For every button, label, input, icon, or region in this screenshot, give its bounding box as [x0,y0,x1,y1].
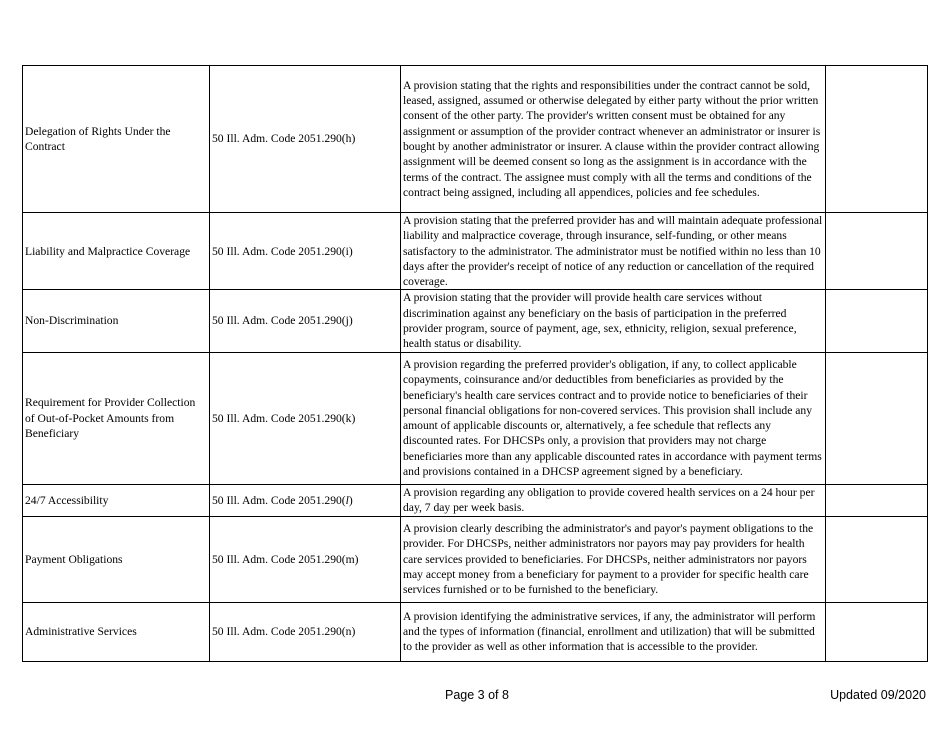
citation-cell: 50 Ill. Adm. Code 2051.290(i) [210,213,401,290]
table-row [23,602,928,661]
table-row [23,66,928,213]
description-cell: A provision regarding any obligation to provide covered health services on a 24 hour per day, 7 day per week basis. [401,484,826,516]
table-row [23,352,928,484]
table-row [23,484,928,516]
description-cell: A provision stating that the provider will provide health care services without discrimination against any beneficiary on the basis of participation in the preferred provider program, source of payment, age, sex, ethnicity, religion, sexual preference, health status or disability. [401,290,826,352]
table-row [23,516,928,602]
citation-cell: 50 Ill. Adm. Code 2051.290(n) [210,602,401,661]
notes-cell [826,66,928,213]
topic-cell: Delegation of Rights Under the Contract [23,66,210,213]
citation-cell: 50 Ill. Adm. Code 2051.290(h) [210,66,401,213]
topic-cell: Liability and Malpractice Coverage [23,213,210,290]
notes-cell [826,516,928,602]
description-cell: A provision clearly describing the administrator's and payor's payment obligations to the provider. For DHCSPs, neither administrators nor payors may pay providers for health care services provided to beneficiaries. For DHCSPs, neither administrators nor payors may accept money from a beneficiary for payment to a provider for specific health care services furnished or to be furnished to the beneficiary. [401,516,826,602]
topic-cell: Payment Obligations [23,516,210,602]
topic-cell: Requirement for Provider Collection of Out-of-Pocket Amounts from Beneficiary [23,352,210,484]
citation-italic: l [345,493,349,507]
description-cell: A provision stating that the preferred provider has and will maintain adequate professional liability and malpractice coverage, through insurance, self-funding, or other means satisfactory to the administrator. The administrator must be notified within no less than 10 days after the provider's receipt of notice of any reduction or cancellation of the required coverage. [401,213,826,290]
notes-cell [826,290,928,352]
description-cell: A provision regarding the preferred provider's obligation, if any, to collect applicable copayments, coinsurance and/or deductibles from beneficiaries as provided by the beneficiary's health care services contract and to provide notice to beneficiaries of their personal financial obligations for non-covered services. This provision shall include any amount of applicable discounts or, alternatively, a fee schedule that reflects any discounted rates. For DHCSPs only, a provision that providers may not charge beneficiaries more than any applicable discounted rates in accordance with payment terms and provisions contained in a DHCSP agreement signed by a beneficiary. [401,352,826,484]
table-row [23,290,928,352]
notes-cell [826,213,928,290]
citation-prefix: 50 Ill. Adm. Code 2051.290( [212,493,346,507]
page-number: Page 3 of 8 [445,688,509,702]
citation-cell: 50 Ill. Adm. Code 2051.290(m) [210,516,401,602]
citation-cell: 50 Ill. Adm. Code 2051.290(j) [210,290,401,352]
notes-cell [826,484,928,516]
topic-cell: Administrative Services [23,602,210,661]
citation-cell: 50 Ill. Adm. Code 2051.290(k) [210,352,401,484]
citation-cell [210,484,401,516]
description-cell: A provision stating that the rights and responsibilities under the contract cannot be sold, leased, assigned, assumed or otherwise delegated by either party without the prior written consent of the other party. The provider's written consent must be obtained for any assignment or assumption of the provider contract whenever an administrator or insurer is bought by another administrator or insurer. A clause within the provider contract allowing assignment will be deemed consent so long as the assignment is in accordance with the terms of the contract. The assignee must comply with all the terms and conditions of the contract being assigned, including all appendices, policies and fee schedules. [401,66,826,213]
citation-suffix: ) [348,493,353,507]
table-row [23,213,928,290]
description-cell: A provision identifying the administrative services, if any, the administrator will perform and the types of information (financial, enrollment and utilization) that will be submitted to the provider as well as other information that is accessible to the provider. [401,602,826,661]
notes-cell [826,352,928,484]
notes-cell [826,602,928,661]
requirements-table [22,65,928,662]
topic-cell: 24/7 Accessibility [23,484,210,516]
updated-date: Updated 09/2020 [830,688,926,702]
topic-cell: Non-Discrimination [23,290,210,352]
